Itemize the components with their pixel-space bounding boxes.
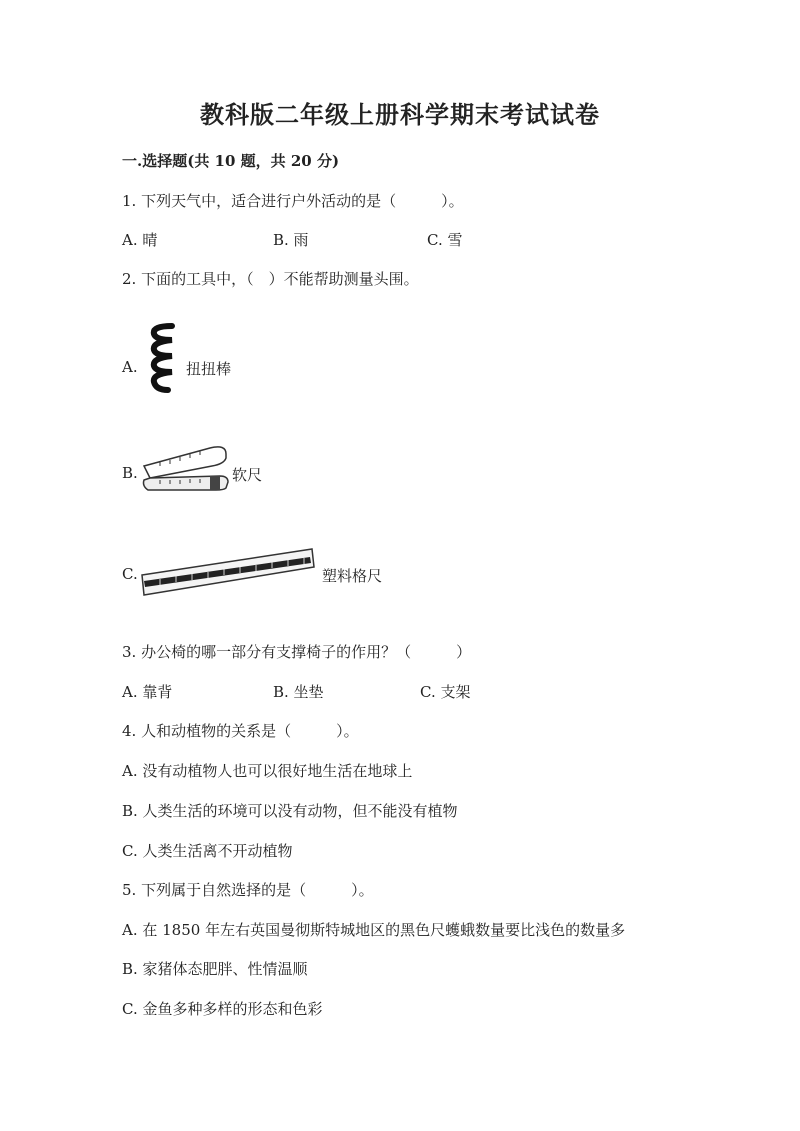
question-4-option-b: B. 人类生活的环境可以没有动物，但不能没有植物: [122, 802, 458, 820]
option-b-text: 软尺: [232, 466, 263, 484]
question-5-option-b: B. 家猪体态肥胖、性情温顺: [122, 960, 308, 978]
ruler-icon: [140, 545, 316, 597]
option-a-text: 扭扭棒: [186, 360, 232, 378]
question-4-stem: 4. 人和动植物的关系是（ ）。: [122, 722, 359, 740]
question-5-stem: 5. 下列属于自然选择的是（ ）。: [122, 881, 374, 899]
question-4-option-a: A. 没有动植物人也可以很好地生活在地球上: [122, 762, 413, 780]
question-5-option-c: C. 金鱼多种多样的形态和色彩: [122, 1000, 323, 1018]
option-c-letter: C.: [122, 565, 138, 583]
question-1-option-c: C. 雪: [427, 231, 463, 249]
pipe-cleaner-icon: [142, 320, 182, 396]
exam-title: 教科版二年级上册科学期末考试试卷: [200, 100, 600, 129]
question-5-option-a: A. 在 1850 年左右英国曼彻斯特城地区的黑色尺蠖蛾数量要比浅色的数量多: [122, 921, 626, 939]
question-1-option-a: A. 晴: [122, 231, 158, 249]
question-1-option-b: B. 雨: [273, 231, 309, 249]
option-a-letter: A.: [122, 358, 138, 376]
tape-measure-icon: [140, 440, 230, 492]
question-4-option-c: C. 人类生活离不开动植物: [122, 842, 293, 860]
section-heading: 一.选择题(共 10 题，共 20 分): [122, 152, 340, 170]
question-3-stem: 3. 办公椅的哪一部分有支撑椅子的作用？（ ）: [122, 643, 472, 661]
question-3-option-a: A. 靠背: [122, 683, 173, 701]
option-c-text: 塑料格尺: [322, 567, 383, 585]
question-3-option-b: B. 坐垫: [273, 683, 324, 701]
question-3-option-c: C. 支架: [420, 683, 471, 701]
option-b-letter: B.: [122, 464, 138, 482]
question-1-stem: 1. 下列天气中，适合进行户外活动的是（ ）。: [122, 192, 464, 210]
question-2-stem: 2. 下面的工具中，（ ）不能帮助测量头围。: [122, 270, 419, 288]
